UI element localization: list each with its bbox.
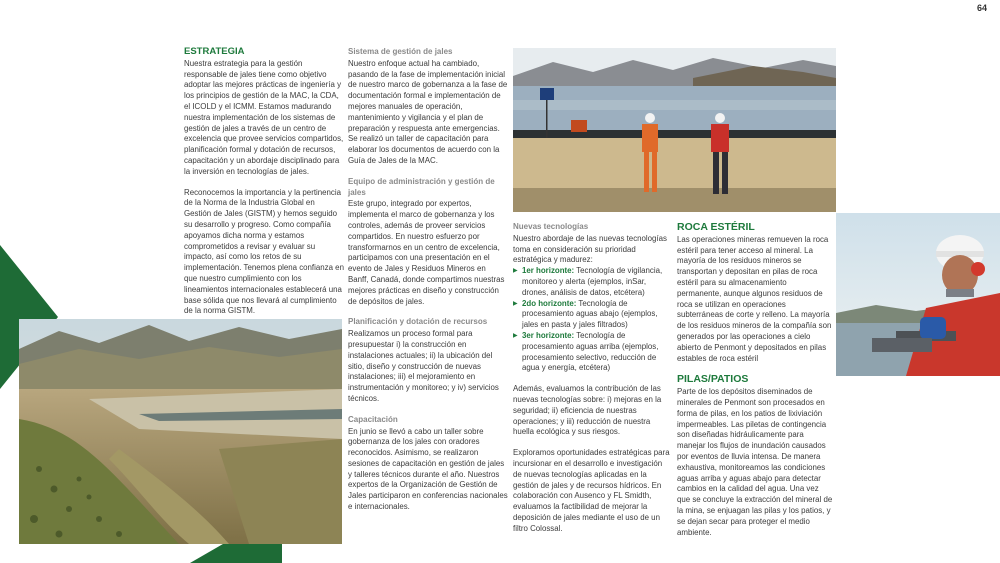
horizon-list [513,266,673,374]
workers-image [513,48,836,212]
horizon-1-text: Tecnología de vigilancia, monitoreo y alerta (ejemplos, inSar, drones, análisis de datos, etcétera) [522,266,663,297]
paragraph-capacitacion: En junio se llevó a cabo un taller sobre gobernanza de los jales con oradores reconocidos. Asimismo, se realizaron sesiones de capacitación en gestión de jales y talleres técnicos durante el año. Nuestros expertos de la Organización de Gestión de Jales participaron en conferencias nacionales e internacionales. [348,426,508,512]
horizon-2-text: Tecnología de procesamiento aguas abajo (ejemplos, jales en pasta y jales filtrados) [522,298,658,330]
photo-worker-helmet [836,213,1000,376]
column-roca-pilas [677,222,833,548]
horizon-3-label: 3er horizonte: [522,330,575,340]
heading-capacitacion: Capacitación [348,414,398,424]
photo-workers-pond [513,48,836,212]
paragraph-tecnologias-intro: Nuestro abordaje de las nuevas tecnologías toma en consideración su prioridad estratégica y madurez: [513,233,667,265]
page-number: 64 [976,3,987,13]
column-tecnologias [513,222,673,545]
column-gestion [348,47,508,523]
heading-nuevas-tecnologias: Nuevas tecnologías [513,222,589,231]
horizon-1-label: 1er horizonte: [522,266,575,276]
column-estrategia [184,47,344,327]
list-item [513,266,673,298]
heading-roca-esteril: ROCA ESTÉRIL [677,221,755,233]
paragraph-planificacion: Realizamos un proceso formal para presupuestar i) la construcción en instalaciones actuales; ii) la ubicación del sitio, diseño y construcción de nuevas instalaciones; iii) el mejoramiento en instrumentación y monitoreo; y iv) servicios técnicos. [348,329,499,403]
paragraph-equipo: Este grupo, integrado por expertos, implementa el marco de gobernanza y los controles, además de proveer servicios compartidos. En nuestro esfuerzo por transformarnos en un centro de excelencia, participamos con una presentación en el evento de Jales y Residuos Mineros en Banff, Canadá, donde compartimos nuestras mejores prácticas en diseño y construcción de depósitos de jales. [348,199,505,306]
photo-tailings-landscape [19,319,342,544]
heading-sistema-gestion: Sistema de gestión de jales [348,47,453,56]
paragraph-contribucion: Además, evaluamos la contribución de las nuevas tecnologías sobre: i) mejoras en la seguridad; ii) eficiencia de nuestras operaciones; y iii) reducción de nuestra huella ecológica y sus riesgos. [513,384,662,437]
paragraph-estrategia: Nuestra estrategia para la gestión responsable de jales tiene como objetivo adoptar las mejores prácticas de ingeniería y los principios de gestión de la MAC, la CDA, el ICOLD y el ICMM. Estamos madurando nuestra implementación de los sistemas de gestión de jales a través de un centro de excelencia que provee servicios compartidos, planificación formal y dotación de recursos, capacitación y un abordaje disciplinado para la inversión en tecnologías de jales. [184,58,344,176]
horizon-2-label: 2do horizonte: [522,298,577,308]
landscape-image [19,319,342,544]
heading-planificacion: Planificación y dotación de recursos [348,317,488,327]
heading-pilas-patios: PILAS/PATIOS [677,373,749,386]
heading-estrategia: ESTRATEGIA [184,46,245,57]
list-item [513,299,673,331]
paragraph-roca-esteril: Las operaciones mineras remueven la roca estéril para tener acceso al mineral. La mayoría de los residuos mineros se transportan y depositan en pilas de roca estéril para su almacenamiento permanente, aunque algunos residuos de roca se utilizan en operaciones subterráneas de corte y relleno. La mayoría de los residuos mineros de la compañía son generados por las operaciones a cielo abierto de Penmont y depositados en pilas estables de roca estéril [677,234,832,363]
paragraph-oportunidades: Exploramos oportunidades estratégicas para incursionar en el desarrollo e investigación de nuevas tecnologías aplicadas en la gestión de jales y de recursos hídricos. En colaboración con Ausenco y FL Smidth, evaluamos la factibilidad de mejorar la deposición de jales mediante el uso de un filtro Colossal. [513,448,670,533]
paragraph-sistema-gestion: Nuestro enfoque actual ha cambiado, pasando de la fase de implementación inicial de nuestro marco de gobernanza a la fase de documentación formal e implementación de mejores manuales de operación, mantenimiento y vigilancia y el plan de preparación y respuesta ante emergencias. Se realizó un taller de capacitación para elaborar los documentos de acuerdo con la Guía de Jales de la MAC. [348,58,508,165]
list-item [513,331,673,374]
paragraph-pilas-patios: Parte de los depósitos diseminados de minerales de Penmont son procesados en forma de pilas, en los patios de lixiviación impermeables. Las piletas de contingencia son diseñadas hidráulicamente para manejar los flujos de inundación causados por eventos de lluvia intensa. De manera exhaustiva, monitoreamos las condiciones aguas arriba y aguas abajo para detectar cambios en la calidad del agua. Una vez que se concluye la extracción del mineral de la mina, se enjuagan las pilas y los patios, y se dejan secar para proteger el medio ambiente. [677,387,833,537]
worker-helmet-image [836,213,1000,376]
paragraph-gistm: Reconocemos la importancia y la pertinencia de la Norma de la Industria Global en Gestión de Jales (GISTM) y hemos seguido su desarrollo y progreso. Como compañía apoyamos dicha norma y estamos comprometidos a revisar y evaluar su impacto, así como los retos de su implementación. Tenemos plena confianza en que nuestro cumplimiento con los lineamientos internacionales establecerá una base sólida que nos llevará al cumplimiento de la norma GISTM. [184,187,344,316]
heading-equipo: Equipo de administración y gestión de jales [348,176,495,197]
horizon-3-text: Tecnología de procesamiento aguas arriba (ejemplos, procesamiento selectivo, reducción de agua y energía, etcétera) [522,330,659,373]
